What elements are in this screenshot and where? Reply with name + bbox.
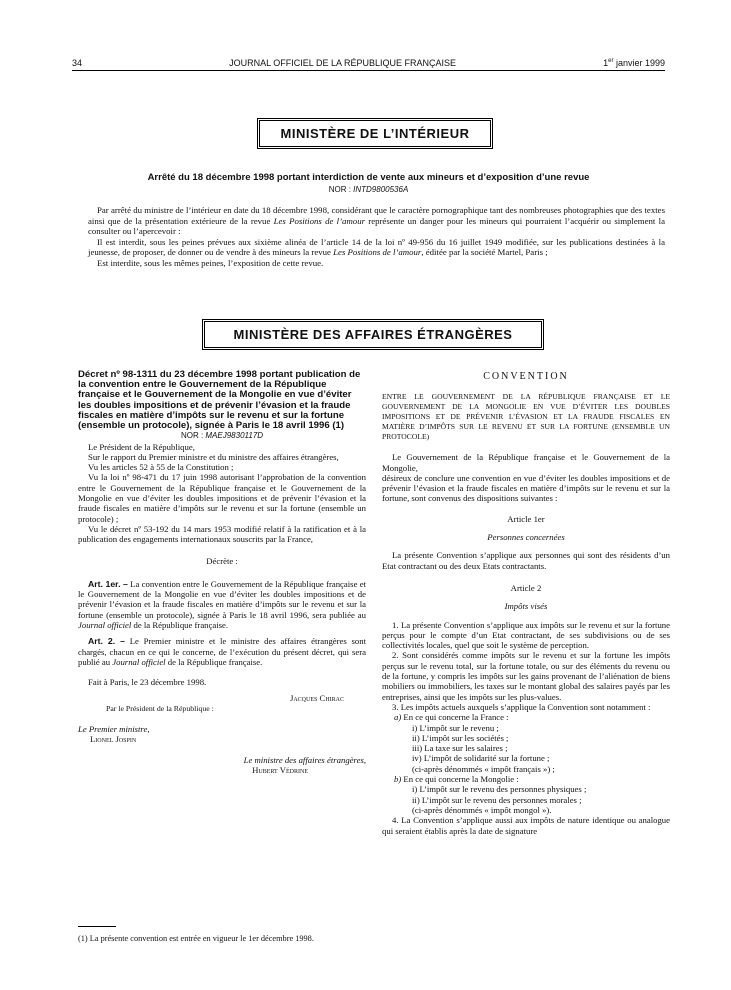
decret-line: Vu le décret nº 53-192 du 14 mars 1953 modifié relatif à la ratification et à la publication des engagements internationaux souscrits par la France, xyxy=(78,523,366,545)
decret-line: Vu les articles 52 à 55 de la Constitution ; xyxy=(88,462,234,473)
list-subitem: iii) La taxe sur les salaires ; xyxy=(412,743,508,754)
issue-date: 1er janvier 1999 xyxy=(603,58,665,68)
article-1-title: Personnes concernées xyxy=(487,532,565,543)
convention-intro: désireux de conclure une convention en vue d’éviter les doubles impositions et de prévenir l’évasion et la fraude fiscales en matière d’impôts sur le revenu et sur la fortune, sont convenus des dispositions suivantes : xyxy=(382,472,670,504)
article-2-paragraph: 1. La présente Convention s’applique aux impôts sur le revenu et sur la fortune perçus pour le compte d’un Etat contractant, de ses subdivisions ou de ses collectivités locales, quel que soit le système de perception. xyxy=(382,619,670,651)
page-header xyxy=(72,58,665,68)
decret-title: Décret nº 98-1311 du 23 décembre 1998 portant publication de la convention entre le Gouvernement de la République française et le Gouvernement de la Mongolie en vue d’éviter les doubles impositions et de prévenir l’évasion et la fraude fiscales en matière d’impôts sur le revenu et sur la fortune (ensemble un protocole), signée à Paris le 18 avril 1996 (1) xyxy=(78,369,361,432)
premier-ministre-name: Lionel Jospin xyxy=(90,734,137,745)
journal-title: JOURNAL OFFICIEL DE LA RÉPUBLIQUE FRANÇAISE xyxy=(229,58,456,68)
convention-heading: CONVENTION xyxy=(483,371,569,382)
arrete-paragraph: Est interdite, sous les mêmes peines, l’exposition de cette revue. xyxy=(97,257,324,268)
arrete-paragraph: Par arrêté du ministre de l’intérieur en date du 18 décembre 1998, considérant que le caractère pornographique tant des nombreuses photographies que des textes ainsi que de la présentation extérieure de la revue Les Positions de l’amour représente un danger pour les mineurs qui pourraient l’acquérir ou simplement la consulter ou l’apercevoir : xyxy=(88,205,665,237)
decret-line: Le Président de la République, xyxy=(88,441,195,452)
fait-a-paris: Fait à Paris, le 23 décembre 1998. xyxy=(88,677,207,688)
footnote: (1) La présente convention est entrée en vigueur le 1er décembre 1998. xyxy=(78,934,314,943)
list-subitem: ii) L’impôt sur les sociétés ; xyxy=(412,732,509,743)
article-2-paragraph: 3. Les impôts actuels auxquels s’applique la Convention sont notamment : xyxy=(392,701,651,712)
ministry-affaires-etrangeres-heading: MINISTÈRE DES AFFAIRES ÉTRANGÈRES xyxy=(202,319,544,350)
ministre-ae-name: Hubert Védrine xyxy=(252,764,308,775)
arrete-body xyxy=(88,205,665,269)
arrete-paragraph: Il est interdit, sous les peines prévues aux sixième alinéa de l’article 14 de la loi nº 49-956 du 16 juillet 1949 modifiée, sur les publications destinées à la jeunesse, de proposer, de donner ou de vendre à des mineurs la revue Les Positions de l’amour, éditée par la société Martel, Paris ; xyxy=(88,236,665,258)
par-le-president: Par le Président de la République : xyxy=(106,703,214,713)
list-subitem: (ci-après dénommés « impôt français ») ; xyxy=(412,763,555,774)
article-1: Art. 1er. – La convention entre le Gouvernement de la République française et le Gouvernement de la Mongolie en vue d’éviter les doubles impositions et de prévenir l’évasion et la fraude fiscales en matière d’impôts sur le revenu et sur la fortune (ensemble un protocole), signée à Paris le 18 avril 1996, sera publiée au Journal officiel de la République française. xyxy=(78,578,366,630)
list-item-a: a) En ce qui concerne la France : xyxy=(394,712,509,723)
convention-column xyxy=(382,372,670,836)
convention-intro: Le Gouvernement de la République française et le Gouvernement de la Mongolie, xyxy=(382,452,670,473)
ministry-interieur-heading: MINISTÈRE DE L’INTÉRIEUR xyxy=(257,118,493,149)
header-rule xyxy=(72,70,665,71)
list-subitem: i) L’impôt sur le revenu ; xyxy=(412,722,499,733)
arrete-nor: NOR : INTD9800536A xyxy=(328,185,409,194)
list-subitem: i) L’impôt sur le revenu des personnes physiques ; xyxy=(412,784,587,795)
list-subitem: (ci-après dénommés « impôt mongol »). xyxy=(412,804,552,815)
article-1-heading: Article 1er xyxy=(507,513,545,524)
page-number: 34 xyxy=(72,58,83,68)
list-subitem: ii) L’impôt sur le revenu des personnes morales ; xyxy=(412,794,582,805)
decret-line: Sur le rapport du Premier ministre et du ministre des affaires étrangères, xyxy=(88,451,339,462)
convention-subheading: ENTRE LE GOUVERNEMENT DE LA RÉPUBLIQUE FRANÇAISE ET LE GOUVERNEMENT DE LA MONGOLIE EN VUE D’ÉVITER LES DOUBLES IMPOSITIONS ET DE PRÉVENIR L’ÉVASION ET LA FRAUDE FISCALES EN MATIÈRE D’IMPÔTS SUR LE REVENU ET SUR LA FORTUNE (ENSEMBLE UN PROTOCOLE) xyxy=(382,392,670,442)
article-1-text: La présente Convention s’applique aux personnes qui sont des résidents d’un Etat contractant ou des deux Etats contractants. xyxy=(382,550,670,571)
article-2-heading: Article 2 xyxy=(510,582,542,593)
list-item-b: b) En ce qui concerne la Mongolie : xyxy=(394,774,519,785)
decret-line: Vu la loi nº 98-471 du 17 juin 1998 autorisant l’approbation de la convention entre le Gouvernement de la République française et le Gouvernement de la Mongolie en vue d’éviter les doubles impositions et de prévenir l’évasion et la fraude fiscales en matière d’impôts sur le revenu et sur la fortune (ensemble un protocole) ; xyxy=(78,472,366,524)
decrete: Décrète : xyxy=(206,556,238,567)
article-2-title: Impôts visés xyxy=(504,601,548,612)
decret-nor: NOR : MAEJ9830117D xyxy=(180,431,264,441)
article-2: Art. 2. – Le Premier ministre et le ministre des affaires étrangères sont chargés, chacun en ce qui le concerne, de l’exécution du présent décret, qui sera publié au Journal officiel de la République française. xyxy=(78,636,366,667)
arrete-title: Arrêté du 18 décembre 1998 portant interdiction de vente aux mineurs et d’exposition d’une revue xyxy=(147,172,590,183)
footnote-rule xyxy=(78,926,116,927)
list-subitem: iv) L’impôt de solidarité sur la fortune ; xyxy=(412,753,550,764)
article-2-paragraph: 4. La Convention s’applique aussi aux impôts de nature identique ou analogue qui seraient établis après la date de signature xyxy=(382,815,670,836)
ministre-ae-title: Le ministre des affaires étrangères, xyxy=(243,754,366,765)
article-2-paragraph: 2. Sont considérés comme impôts sur le revenu et sur la fortune les impôts perçus sur le revenu total, sur la fortune totale, ou sur des éléments du revenu ou de la fortune, y compris les impôts sur les gains provenant de l’aliénation de biens mobiliers ou immobiliers, les taxes sur le montant global des salaires payés par les entreprises, ainsi que les impôts sur les plus-values. xyxy=(382,650,670,702)
decret-column xyxy=(78,370,366,775)
signer-name: Jacques Chirac xyxy=(289,693,344,704)
premier-ministre-title: Le Premier ministre, xyxy=(78,724,150,735)
